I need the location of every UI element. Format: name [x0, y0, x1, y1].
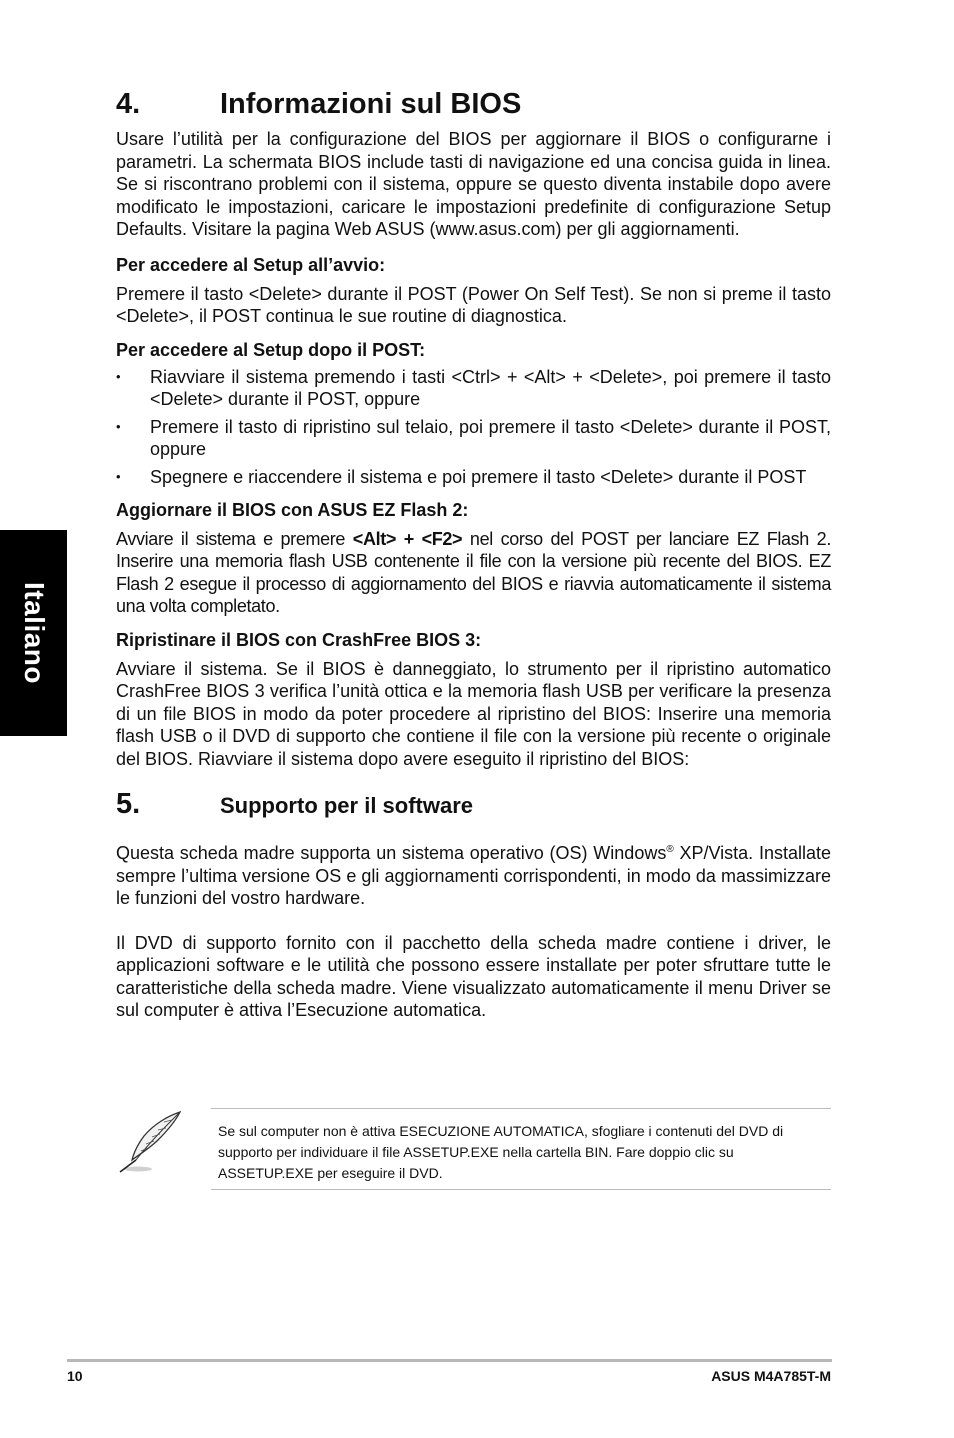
- setup-boot-heading: Per accedere al Setup all’avvio:: [116, 254, 386, 275]
- ezflash-keys: <Alt> + <F2>: [352, 528, 463, 549]
- note-frame: [211, 1108, 831, 1190]
- list-item: • Riavviare il sistema premendo i tasti <Ctrl> + <Alt> + <Delete>, poi premere il tasto <Delete> durante il POST, oppure: [116, 366, 831, 410]
- crashfree-text: Avviare il sistema. Se il BIOS è danneggiato, lo strumento per il ripristino automatico CrashFree BIOS 3 verifica l’unità ottica e la memoria flash USB per verificare la presenza di un file BIOS in modo da poter procedere al ripristino del BIOS: Inserire una memoria flash USB o il DVD di supporto che contiene il file con la versione più recente o originale del BIOS. Riavviare il sistema dopo avere eseguito il ripristino del BIOS:: [116, 658, 831, 769]
- setup-post-list: [116, 366, 831, 488]
- model-name: ASUS M4A785T-M: [711, 1368, 831, 1384]
- page-number: 10: [67, 1368, 83, 1384]
- ezflash-text: Avviare il sistema e premere <Alt> + <F2> nel corso del POST per lanciare EZ Flash 2. Inserire una memoria flash USB contenente il file con la versione più recente del BIOS. EZ Flash 2 esegue il processo di aggiornamento del BIOS e riavvia automaticamente il sistema una volta completato.: [116, 528, 831, 616]
- section-5-title: Supporto per il software: [220, 793, 474, 818]
- quill-pen-icon: [116, 1110, 186, 1174]
- language-tab: [0, 530, 67, 736]
- note-text: Se sul computer non è attiva ESECUZIONE AUTOMATICA, sfogliare i contenuti del DVD di supporto per individuare il file ASSETUP.EXE nella cartella BIN. Fare doppio clic su ASSETUP.EXE per eseguire il DVD.: [218, 1123, 784, 1181]
- section-4-title: Informazioni sul BIOS: [220, 88, 522, 120]
- setup-post-heading: Per accedere al Setup dopo il POST:: [116, 339, 426, 360]
- list-item: • Spegnere e riaccendere il sistema e poi premere il tasto <Delete> durante il POST: [116, 466, 831, 488]
- section-5-number: 5.: [116, 788, 141, 820]
- list-item: • Premere il tasto di ripristino sul telaio, poi premere il tasto <Delete> durante il POST, oppure: [116, 416, 831, 460]
- section-4-number: 4.: [116, 88, 141, 120]
- footer-divider: [67, 1359, 832, 1362]
- section-5-para-1: Questa scheda madre supporta un sistema operativo (OS) Windows® XP/Vista. Installate sempre l’ultima versione OS e gli aggiornamenti corrispondenti, in modo da massimizzare le funzioni del vostro hardware.: [116, 843, 831, 908]
- section-5-para-2: Il DVD di supporto fornito con il pacchetto della scheda madre contiene i driver, le applicazioni software e le utilità che possono essere installate per poter sfruttare tutte le caratteristiche della scheda madre. Viene visualizzato automaticamente il menu Driver se sul computer è attiva l’Esecuzione automatica.: [116, 932, 831, 1020]
- section-4-heading: [116, 84, 831, 124]
- crashfree-heading: Ripristinare il BIOS con CrashFree BIOS 3:: [116, 629, 482, 650]
- note-box: [116, 1108, 831, 1190]
- ezflash-heading: Aggiornare il BIOS con ASUS EZ Flash 2:: [116, 499, 469, 520]
- section-4-intro: Usare l’utilità per la configurazione del BIOS per aggiornare il BIOS o configurarne i parametri. La schermata BIOS include tasti di navigazione ed una concisa guida in linea. Se si riscontrano problemi con il sistema, oppure se questo diventa instabile dopo avere modificato le impostazioni, caricare le impostazioni predefinite di configurazione Setup Defaults. Visitare la pagina Web ASUS (www.asus.com) per gli aggiornamenti.: [116, 129, 831, 239]
- main-content: [116, 84, 831, 1022]
- section-5-heading: [116, 788, 831, 821]
- language-tab-label: Italiano: [18, 581, 50, 685]
- setup-boot-text: Premere il tasto <Delete> durante il POST (Power On Self Test). Se non si preme il tasto <Delete>, il POST continua le sue routine di diagnostica.: [116, 283, 831, 326]
